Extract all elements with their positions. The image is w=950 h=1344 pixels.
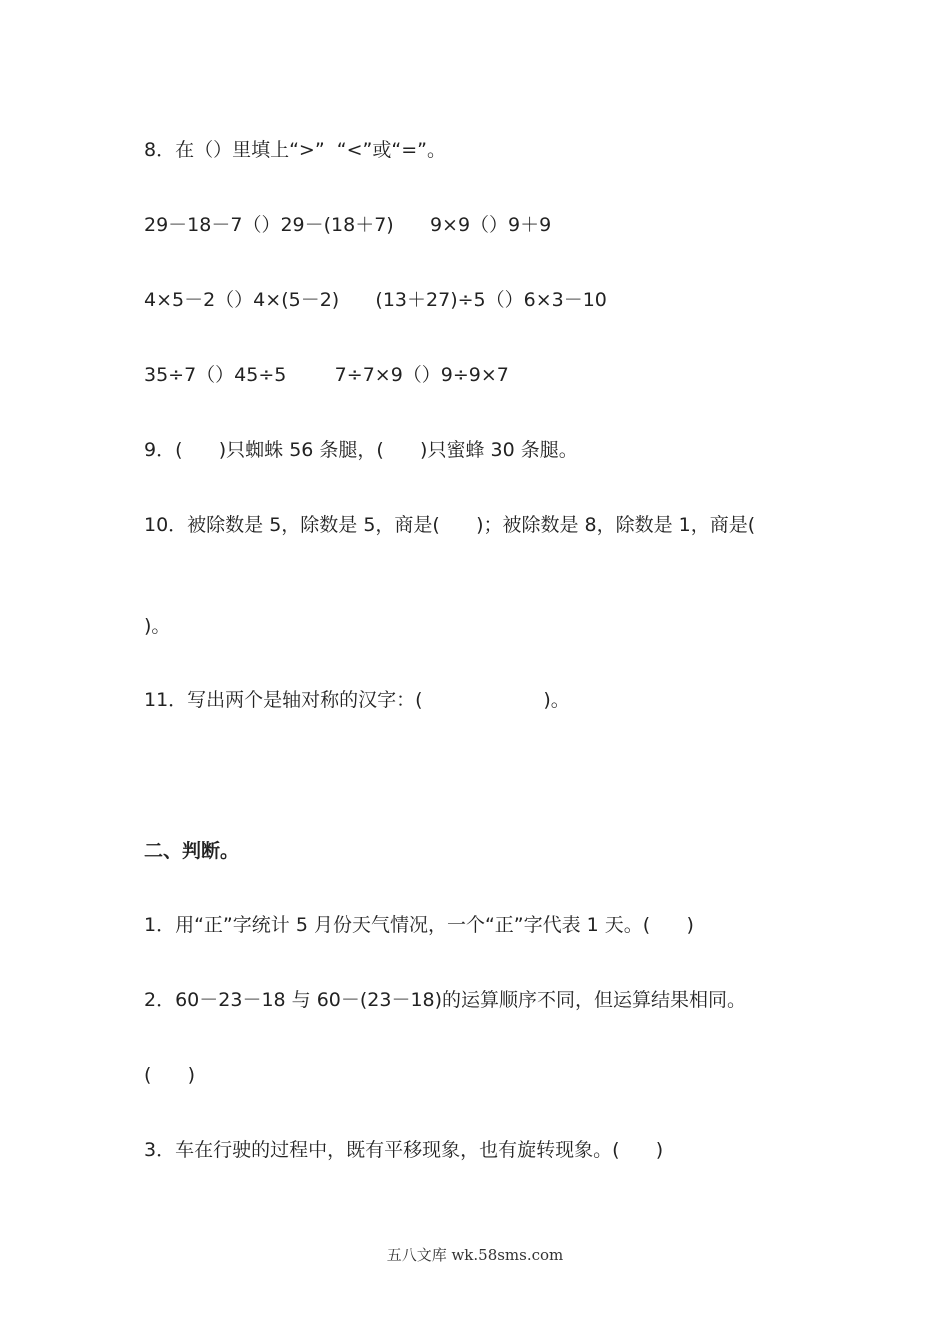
judgment-3: 3．车在行驶的过程中，既有平移现象，也有旋转现象。( )	[144, 1139, 664, 1161]
question-8-row-3: 35÷7（）45÷5 7÷7×9（）9÷9×7	[144, 364, 509, 386]
question-8-row-1: 29－18－7（）29－(18＋7) 9×9（）9＋9	[144, 214, 552, 236]
section-2-heading: 二、判断。	[144, 840, 240, 862]
question-8-prompt: 8．在（）里填上“>” “<”或“=”。	[144, 139, 446, 161]
question-10-line-1: 10．被除数是 5，除数是 5，商是( )；被除数是 8，除数是 1，商是(	[144, 514, 756, 536]
judgment-2-line-1: 2．60－23－18 与 60－(23－18)的运算顺序不同，但运算结果相同。	[144, 989, 747, 1011]
judgment-2-line-2: ( )	[144, 1064, 196, 1086]
question-10-line-2: )。	[144, 615, 171, 637]
question-11: 11．写出两个是轴对称的汉字：( )。	[144, 689, 570, 711]
judgment-1: 1．用“正”字统计 5 月份天气情况，一个“正”字代表 1 天。( )	[144, 914, 694, 936]
question-8-row-2: 4×5－2（）4×(5－2) (13＋27)÷5（）6×3－10	[144, 289, 607, 311]
footer-watermark: 五八文库 wk.58sms.com	[386, 1246, 564, 1264]
question-9: 9．( )只蜘蛛 56 条腿，( )只蜜蜂 30 条腿。	[144, 439, 578, 461]
